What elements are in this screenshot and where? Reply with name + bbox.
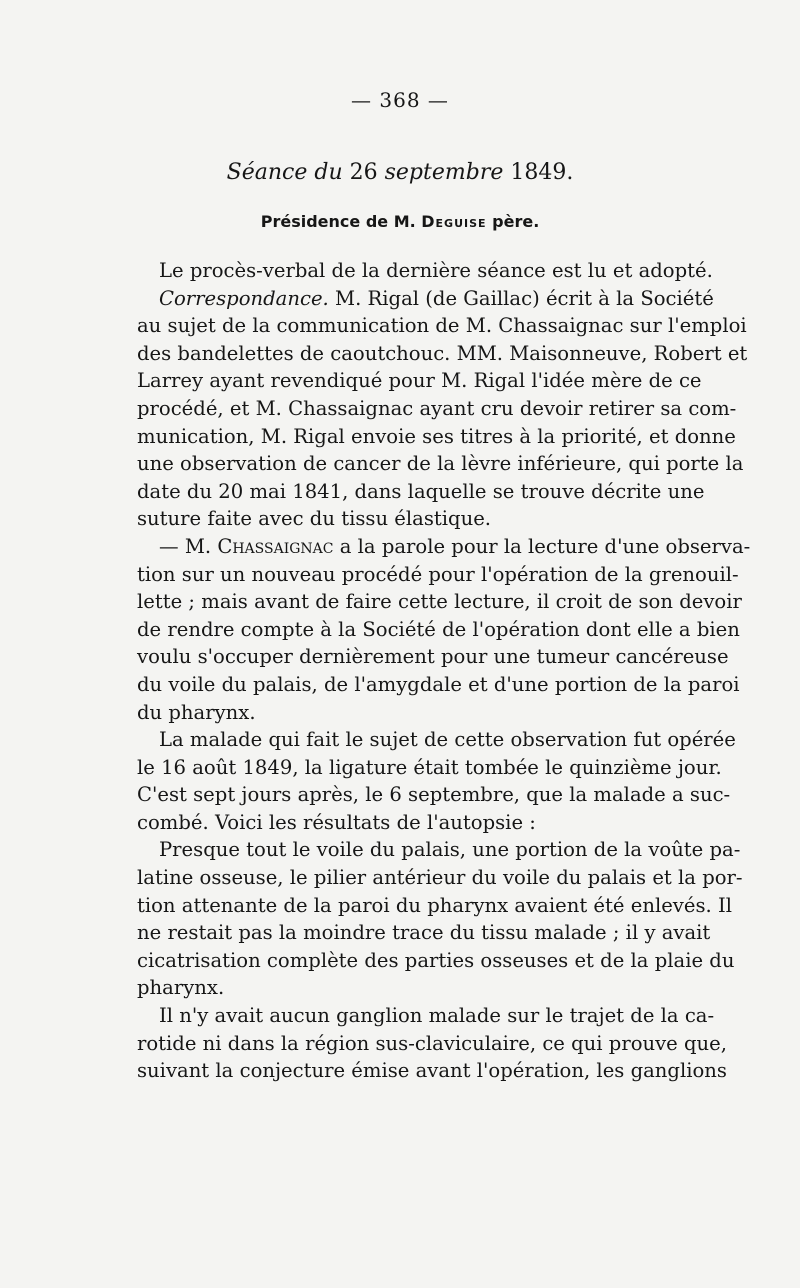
session-title — [0, 158, 800, 188]
text-line: suture faite avec du tissu élastique. — [137, 507, 492, 531]
text-line: La malade qui fait le sujet de cette observation fut opérée — [159, 728, 736, 752]
text-line: munication, M. Rigal envoie ses titres à la priorité, et donne — [137, 424, 736, 448]
text-line: du pharynx. — [137, 700, 256, 724]
text-line: voulu s'occuper dernièrement pour une tumeur cancéreuse — [137, 645, 729, 669]
text-line: au sujet de la communication de M. Chassaignac sur l'emploi — [137, 314, 747, 338]
text-line: cicatrisation complète des parties osseuses et de la plaie du — [137, 948, 735, 972]
text-line: le 16 août 1849, la ligature était tombée le quinzième jour. — [137, 755, 722, 779]
body-text — [137, 257, 751, 1085]
presidency-name: Deguise — [421, 212, 487, 231]
text-line — [137, 285, 714, 313]
correspondance-label: Correspondance. — [159, 286, 329, 310]
text-line: C'est sept jours après, le 6 septembre, que la malade a suc- — [137, 783, 731, 807]
text-line: ne restait pas la moindre trace du tissu malade ; il y avait — [137, 921, 711, 945]
session-year: 1849. — [510, 160, 574, 185]
text-fragment: M. Rigal (de Gaillac) écrit à la Société — [328, 286, 714, 310]
text-line: lette ; mais avant de faire cette lecture, il croit de son devoir — [137, 590, 742, 614]
text-line: Le procès-verbal de la dernière séance est lu et adopté. — [159, 259, 713, 282]
presidency-prefix: Présidence de M. — [260, 212, 416, 231]
presidency-line — [0, 210, 800, 234]
text-line — [137, 533, 751, 561]
text-fragment: — M. — [159, 534, 218, 558]
text-line: de rendre compte à la Société de l'opération dont elle a bien — [137, 617, 740, 641]
text-line: combé. Voici les résultats de l'autopsie : — [137, 810, 536, 834]
speaker-name: Chassaignac — [217, 534, 334, 558]
text-line: tion sur un nouveau procédé pour l'opération de la grenouil- — [137, 562, 739, 586]
text-fragment: a la parole pour la lecture d'une observa- — [333, 534, 751, 558]
text-line: pharynx. — [137, 976, 225, 1000]
session-month: septembre — [384, 160, 504, 185]
text-line: une observation de cancer de la lèvre inférieure, qui porte la — [137, 452, 744, 476]
text-line: Larrey ayant revendiqué pour M. Rigal l'idée mère de ce — [137, 369, 702, 393]
presidency-suffix: père. — [492, 212, 540, 231]
text-line: du voile du palais, de l'amygdale et d'une portion de la paroi — [137, 672, 740, 696]
session-day: 26 — [349, 160, 378, 185]
text-line: date du 20 mai 1841, dans laquelle se trouve décrite une — [137, 479, 705, 503]
text-line: tion attenante de la paroi du pharynx avaient été enlevés. Il — [137, 893, 732, 917]
session-title-prefix: Séance du — [226, 160, 343, 185]
text-line: rotide ni dans la région sus-claviculaire, ce qui prouve que, — [137, 1031, 727, 1055]
text-line: procédé, et M. Chassaignac ayant cru devoir retirer sa com- — [137, 396, 737, 420]
text-line: latine osseuse, le pilier antérieur du voile du palais et la por- — [137, 866, 743, 890]
text-line: Presque tout le voile du palais, une portion de la voûte pa- — [159, 838, 741, 862]
text-line: suivant la conjecture émise avant l'opération, les ganglions — [137, 1059, 727, 1083]
page-number: — 368 — — [351, 88, 449, 112]
text-line: Il n'y avait aucun ganglion malade sur le trajet de la ca- — [159, 1004, 715, 1028]
text-line: des bandelettes de caoutchouc. MM. Maisonneuve, Robert et — [137, 341, 748, 365]
